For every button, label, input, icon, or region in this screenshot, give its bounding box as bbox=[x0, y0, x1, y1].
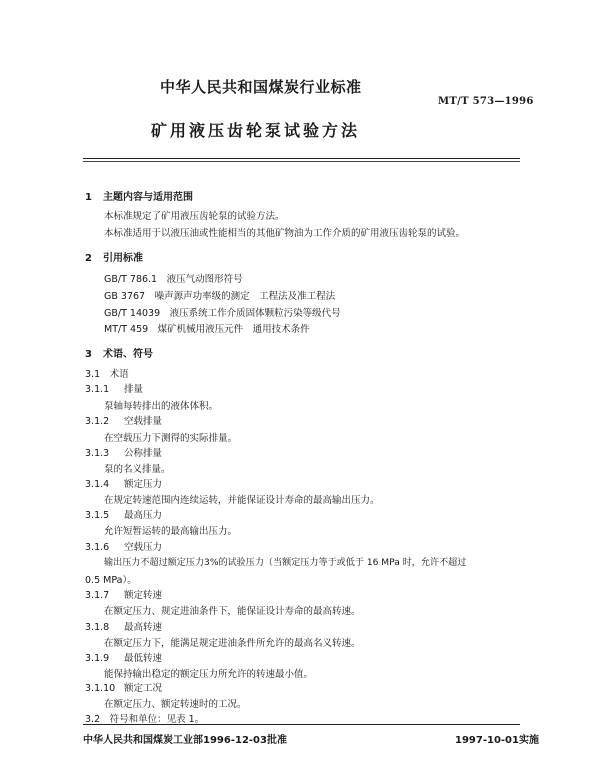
reference-item: GB/T 14039 液压系统工作介质固体颗粒污染等级代号 bbox=[104, 308, 341, 319]
term-heading bbox=[85, 587, 162, 601]
term-name: 空载排量 bbox=[124, 416, 163, 427]
term-heading bbox=[85, 381, 143, 395]
section-number: 3 bbox=[85, 349, 92, 360]
term-name: 最高压力 bbox=[124, 510, 163, 521]
term-heading bbox=[85, 680, 162, 694]
term-heading bbox=[85, 507, 162, 521]
term-number: 3.1.1 bbox=[85, 384, 110, 395]
paragraph: 本标准适用于以液压油或性能相当的其他矿物油为工作介质的矿用液压齿轮泵的试验。 bbox=[104, 228, 466, 239]
term-definition: 在额定压力、额定转速时的工况。 bbox=[104, 699, 247, 710]
term-heading bbox=[85, 445, 162, 459]
term-number: 3.1.3 bbox=[85, 448, 110, 459]
header-divider bbox=[83, 158, 520, 159]
term-number: 3.1.6 bbox=[85, 542, 110, 553]
term-name: 空载压力 bbox=[124, 542, 163, 553]
term-definition: 泵轴每转排出的液体体积。 bbox=[104, 401, 219, 412]
document-title: 矿用液压齿轮泵试验方法 bbox=[151, 121, 361, 140]
term-name: 最高转速 bbox=[124, 622, 163, 633]
footer-divider bbox=[83, 724, 520, 725]
standard-category-title: 中华人民共和国煤炭行业标准 bbox=[160, 78, 362, 96]
reference-item: GB 3767 噪声源声功率级的测定 工程法及准工程法 bbox=[104, 291, 336, 302]
reference-item: MT/T 459 煤矿机械用液压元件 通用技术条件 bbox=[104, 324, 310, 335]
term-name: 额定压力 bbox=[124, 479, 163, 490]
term-name: 额定转速 bbox=[124, 590, 163, 601]
term-heading bbox=[85, 539, 162, 553]
section-2-heading bbox=[85, 249, 143, 264]
term-heading bbox=[85, 476, 162, 490]
section-3-heading bbox=[85, 345, 153, 360]
term-heading bbox=[85, 413, 162, 427]
term-definition: 在规定转速范围内连续运转，并能保证设计寿命的最高输出压力。 bbox=[104, 495, 380, 506]
term-number: 3.1.4 bbox=[85, 479, 110, 490]
term-definition: 在额定压力下，能满足规定进油条件所允许的最高名义转速。 bbox=[104, 638, 361, 649]
term-heading bbox=[85, 650, 162, 664]
subsection-heading: 3.1 术语 bbox=[85, 369, 129, 380]
term-definition-continued: 0.5 MPa）。 bbox=[85, 575, 137, 586]
section-title: 主题内容与适用范围 bbox=[103, 192, 193, 203]
term-name: 最低转速 bbox=[124, 653, 163, 664]
term-definition: 允许短暂运转的最高输出压力。 bbox=[104, 526, 238, 537]
paragraph: 本标准规定了矿用液压齿轮泵的试验方法。 bbox=[104, 211, 285, 222]
implementation-date: 1997-10-01实施 bbox=[455, 735, 539, 746]
section-title: 引用标准 bbox=[103, 253, 143, 264]
term-number: 3.1.9 bbox=[85, 653, 110, 664]
term-name: 排量 bbox=[124, 384, 144, 395]
term-number: 3.1.2 bbox=[85, 416, 110, 427]
section-number: 1 bbox=[85, 192, 92, 203]
approval-note: 中华人民共和国煤炭工业部1996-12-03批准 bbox=[83, 735, 287, 746]
term-definition: 泵的名义排量。 bbox=[104, 464, 171, 475]
section-number: 2 bbox=[85, 253, 92, 264]
section-title: 术语、符号 bbox=[103, 349, 153, 360]
term-definition: 在空载压力下测得的实际排量。 bbox=[104, 433, 238, 444]
term-number: 3.1.8 bbox=[85, 622, 110, 633]
section-1-heading bbox=[85, 188, 193, 203]
term-name: 额定工况 bbox=[124, 683, 163, 694]
term-number: 3.1.10 bbox=[85, 683, 116, 694]
term-definition: 输出压力不超过额定压力3%的试验压力（当额定压力等于或低于 16 MPa 时，允许不超过 bbox=[104, 558, 467, 568]
term-name: 公称排量 bbox=[124, 448, 163, 459]
header-divider-thin bbox=[83, 161, 520, 162]
term-number: 3.1.5 bbox=[85, 510, 110, 521]
term-definition: 在额定压力、规定进油条件下，能保证设计寿命的最高转速。 bbox=[104, 606, 361, 617]
term-number: 3.1.7 bbox=[85, 590, 110, 601]
standard-code: MT/T 573—1996 bbox=[438, 96, 534, 107]
reference-item: GB/T 786.1 液压气动图形符号 bbox=[104, 274, 243, 285]
term-heading bbox=[85, 619, 162, 633]
term-definition: 能保持输出稳定的额定压力所允许的转速最小值。 bbox=[104, 669, 314, 680]
subsection-heading: 3.2 符号和单位：见表 1。 bbox=[85, 714, 205, 725]
